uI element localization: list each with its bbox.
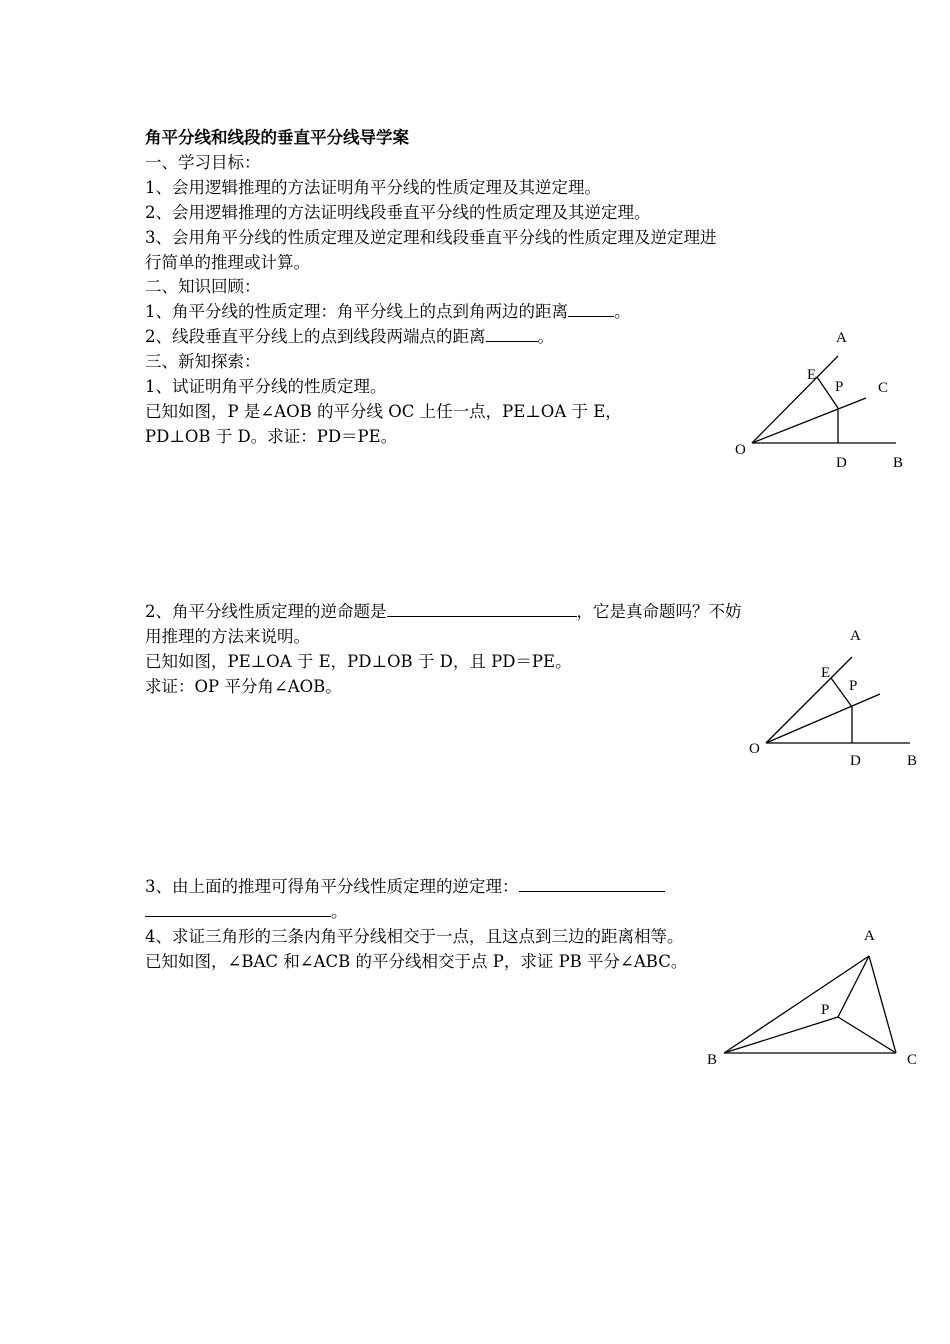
label-D: D xyxy=(850,753,861,769)
label-B: B xyxy=(907,753,918,769)
q2-line-4: 求证：OP 平分角∠AOB。 xyxy=(145,677,342,696)
label-O: O xyxy=(749,741,760,757)
page-title: 角平分线和线段的垂直平分线导学案 xyxy=(145,128,409,147)
label-C: C xyxy=(907,1052,918,1068)
ray-OA xyxy=(752,356,838,443)
q4-line-1: 4、求证三角形的三条内角平分线相交于一点，且这点到三边的距离相等。 xyxy=(145,927,684,946)
goal-item-3: 3、会用角平分线的性质定理及逆定理和线段垂直平分线的性质定理及逆定理进 xyxy=(145,228,717,247)
review-item-2-text: 2、线段垂直平分线上的点到线段两端点的距离 xyxy=(145,327,486,346)
side-AB xyxy=(724,956,869,1053)
segment-PB xyxy=(724,1017,838,1053)
segment-AP xyxy=(838,956,869,1017)
label-D: D xyxy=(836,455,847,471)
ray-OC xyxy=(752,398,866,443)
section-heading-goals: 一、学习目标： xyxy=(145,153,261,172)
q1-line-2: 已知如图，P 是∠AOB 的平分线 OC 上任一点，PE⊥OA 于 E， xyxy=(145,402,622,421)
section-heading-explore: 三、新知探索： xyxy=(145,352,261,371)
q2-line-3: 已知如图，PE⊥OA 于 E，PD⊥OB 于 D，且 PD＝PE。 xyxy=(145,652,572,671)
review-item-1-end: 。 xyxy=(614,302,631,321)
figure-2 xyxy=(749,628,917,769)
review-item-1-text: 1、角平分线的性质定理：角平分线上的点到角两边的距离 xyxy=(145,302,568,321)
q1-line-3: PD⊥OB 于 D。求证：PD＝PE。 xyxy=(145,427,398,446)
q2-line-1-end: ，它是真命题吗？不妨 xyxy=(576,602,742,621)
label-A: A xyxy=(836,330,847,346)
label-P: P xyxy=(849,678,858,694)
goal-item-3-cont: 行简单的推理或计算。 xyxy=(145,253,310,272)
section-heading-review: 二、知识回顾： xyxy=(145,277,261,296)
q2-line-1-start: 2、角平分线性质定理的逆命题是 xyxy=(145,602,387,621)
label-B: B xyxy=(893,455,904,471)
label-B: B xyxy=(707,1052,718,1068)
label-A: A xyxy=(850,628,861,644)
review-item-2-end: 。 xyxy=(537,327,554,346)
label-C: C xyxy=(878,380,889,396)
label-E: E xyxy=(807,367,817,383)
q4-line-2: 已知如图，∠BAC 和∠ACB 的平分线相交于点 P，求证 PB 平分∠ABC。 xyxy=(145,952,688,971)
q1-line-1: 1、试证明角平分线的性质定理。 xyxy=(145,377,387,396)
figure-1 xyxy=(735,330,903,471)
ray-OA xyxy=(766,657,852,743)
label-O: O xyxy=(735,442,746,458)
label-P: P xyxy=(835,379,844,395)
label-E: E xyxy=(821,665,831,681)
q2-line-2: 用推理的方法来说明。 xyxy=(145,627,310,646)
label-P: P xyxy=(821,1002,830,1018)
goal-item-2: 2、会用逻辑推理的方法证明线段垂直平分线的性质定理及其逆定理。 xyxy=(145,203,651,222)
q3-line-1-text: 3、由上面的推理可得角平分线性质定理的逆定理： xyxy=(145,877,519,896)
ray-OP xyxy=(766,694,880,743)
figure-3 xyxy=(707,928,917,1068)
label-A: A xyxy=(864,928,875,944)
q3-line-2-end: 。 xyxy=(331,902,348,921)
goal-item-1: 1、会用逻辑推理的方法证明角平分线的性质定理及其逆定理。 xyxy=(145,178,601,197)
